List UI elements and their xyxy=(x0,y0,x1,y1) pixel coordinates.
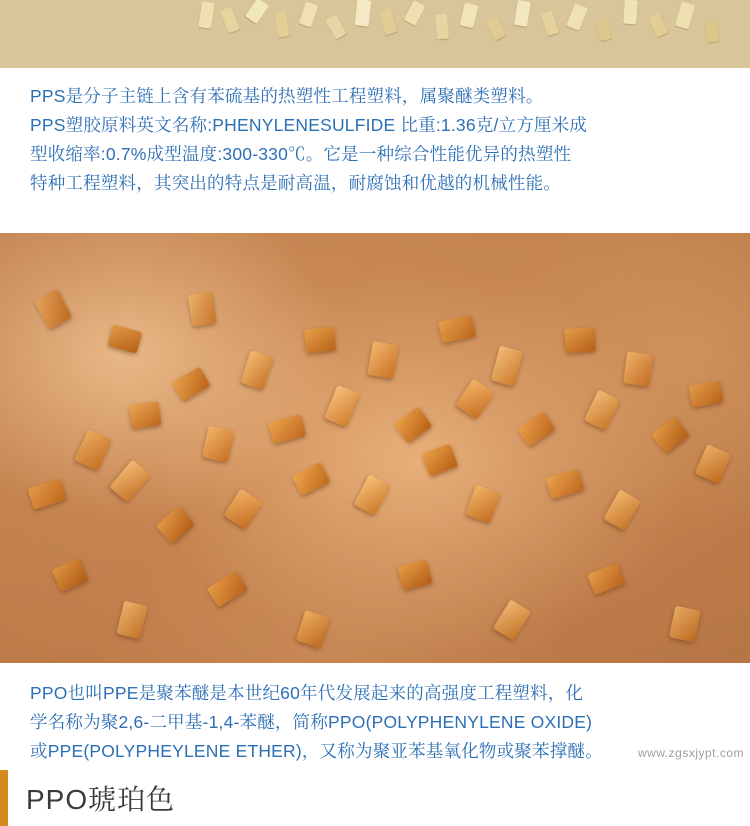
pellet-shape xyxy=(304,326,336,353)
ppo-line-3: 或PPE(POLYPHEYLENE ETHER)，又称为聚亚苯基氧化物或聚苯撑醚。 xyxy=(30,741,603,761)
pps-pellets-photo xyxy=(0,0,750,68)
ppo-label-bar xyxy=(0,770,345,826)
pellet-shape xyxy=(128,401,161,429)
pellet-shape xyxy=(564,327,596,353)
pps-description-block xyxy=(0,68,750,233)
pps-line-1: PPS是分子主链上含有苯硫基的热塑性工程塑料，属聚醚类塑料。 xyxy=(30,86,544,106)
pellet-shape xyxy=(355,0,372,27)
ppo-photo-background xyxy=(0,233,750,663)
site-watermark: www.zgsxjypt.com xyxy=(637,746,744,760)
pellet-shape xyxy=(705,21,720,42)
pps-photo-background xyxy=(0,0,750,68)
pellet-shape xyxy=(623,0,638,24)
pellet-shape xyxy=(435,14,449,40)
pps-line-4: 特种工程塑料，其突出的特点是耐高温，耐腐蚀和优越的机械性能。 xyxy=(30,173,561,193)
ppo-label-text: PPO琥珀色 xyxy=(26,784,176,815)
pps-line-2: PPS塑胶原料英文名称:PHENYLENESULFIDE 比重:1.36克/立方厘米成 xyxy=(30,115,588,135)
label-accent-stripe xyxy=(0,770,8,826)
ppo-line-1: PPO也叫PPE是聚苯醚是本世纪60年代发展起来的高强度工程塑料，化 xyxy=(30,683,584,703)
pellet-shape xyxy=(623,351,653,386)
pps-line-3: 型收缩率:0.7%成型温度:300-330℃。它是一种综合性能优异的热塑性 xyxy=(30,144,572,164)
pellet-shape xyxy=(188,291,217,326)
ppo-line-2: 学名称为聚2,6-二甲基-1,4-苯醚，简称PPO(POLYPHENYLENE OXIDE) xyxy=(30,712,593,732)
